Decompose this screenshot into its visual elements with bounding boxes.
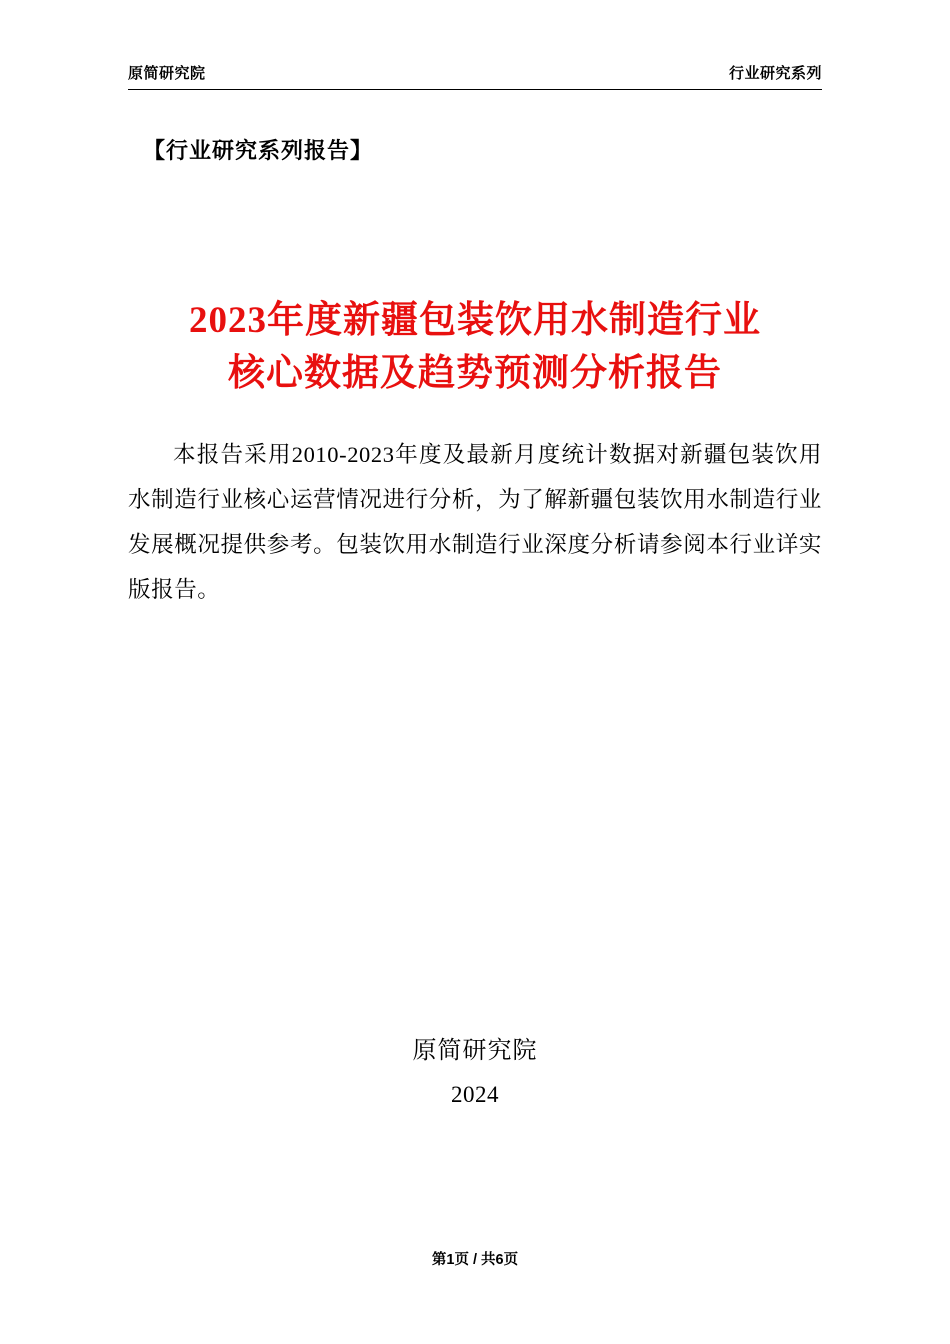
publisher-name: 原简研究院 [412,1038,538,1064]
header-organization: 原简研究院 [128,65,206,82]
series-tag: 【行业研究系列报告】 [143,138,374,163]
abstract-paragraph: 本报告采用2010-2023年度及最新月度统计数据对新疆包装饮用水制造行业核心运营情况进行分析，为了解新疆包装饮用水制造行业发展概况提供参考。包装饮用水制造行业深度分析请参阅本行业详实版报告。 [128,442,822,602]
header-series: 行业研究系列 [728,65,822,82]
page-header [128,62,822,90]
title-line-2: 核心数据及趋势预测分析报告 [228,352,722,394]
page-number: 第1页 / 共6页 [431,1252,519,1268]
page-title [128,295,822,400]
title-line-1: 2023年度新疆包装饮用水制造行业 [189,300,761,341]
publication-year: 2024 [451,1082,499,1107]
